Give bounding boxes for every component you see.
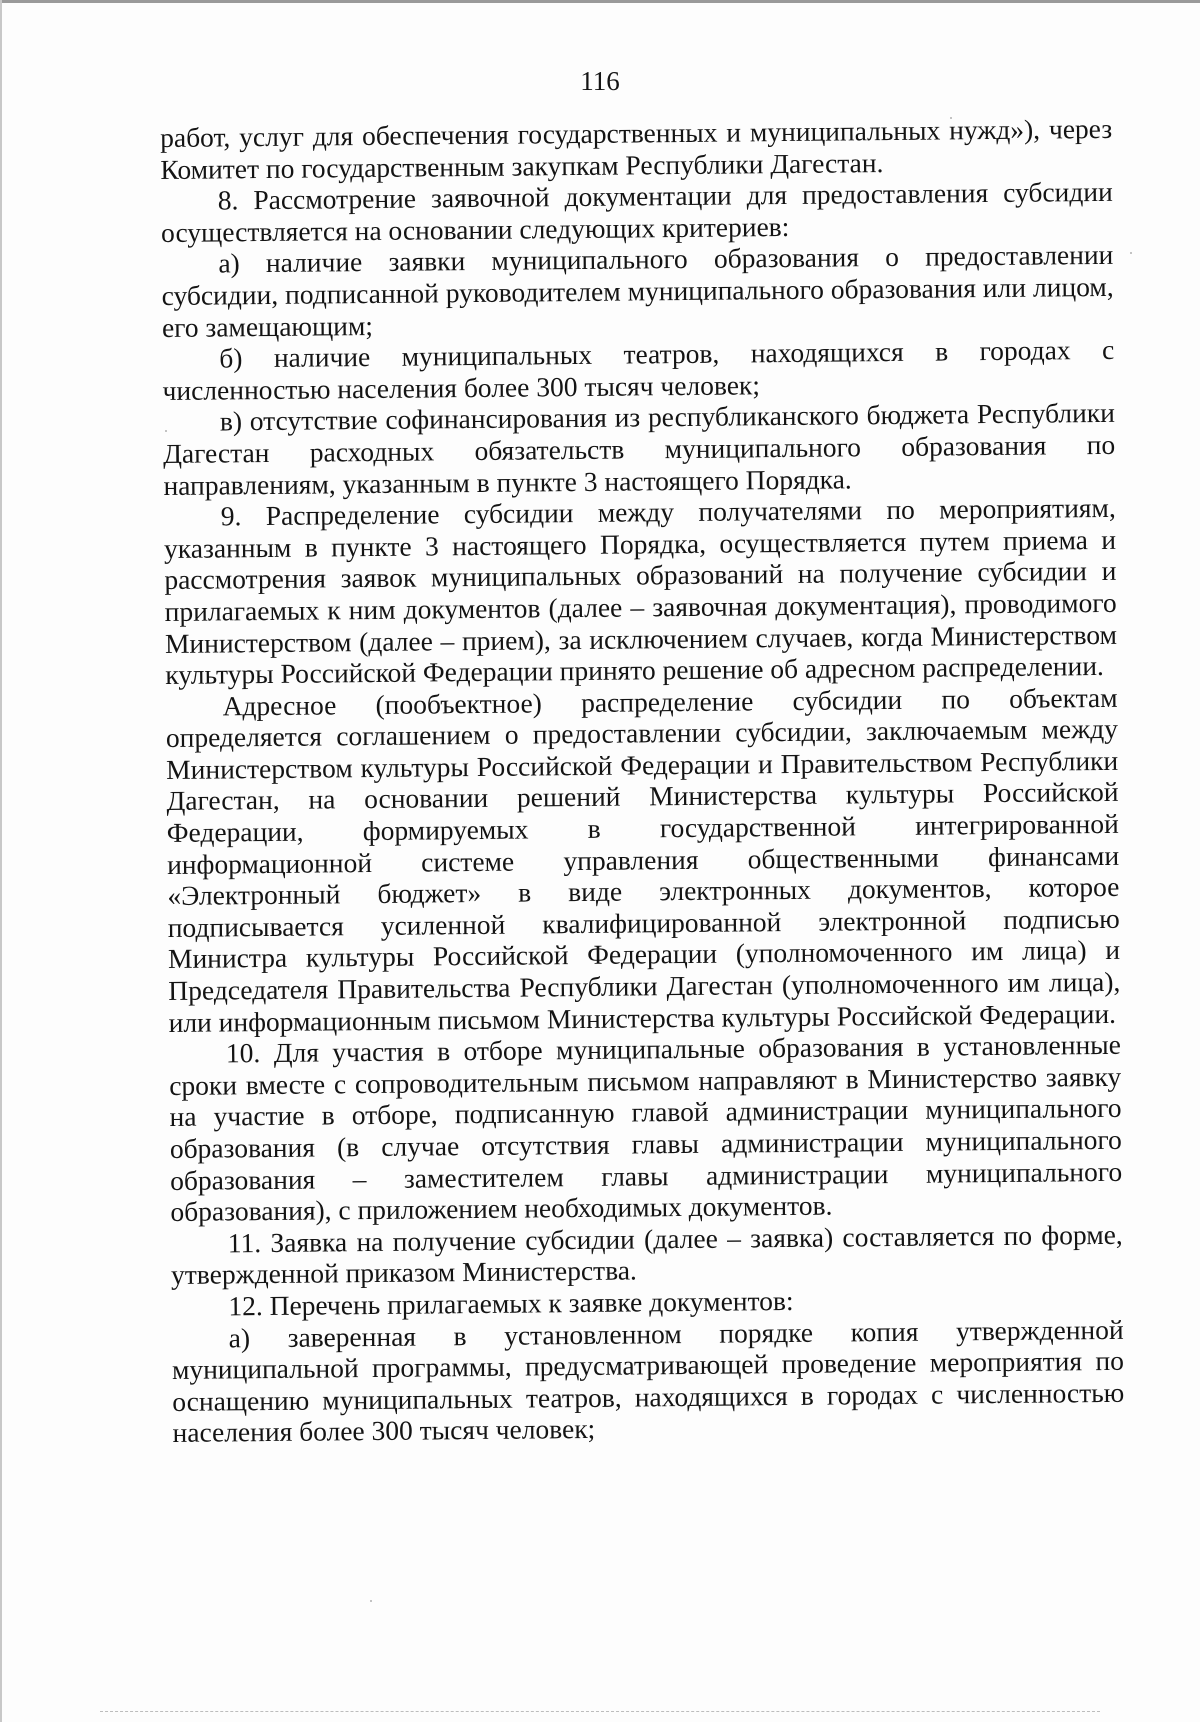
page-number: 116 — [580, 66, 620, 96]
paragraph: 8. Рассмотрение заявочной документации для предоставления субсидии осуществляется на основании следующих критериев: — [160, 176, 1113, 248]
paragraph: 10. Для участия в отборе муниципальные образования в установленные сроки вместе с сопроводительным письмом направляют в Министерство заявку на участие в отборе, подписанную главой администрации муниципального образования (в случае отсутствия главы администрации муниципального образования – заместителем главы администрации муниципального образования), с приложением необходимых документов. — [169, 1029, 1123, 1228]
paragraph: а) заверенная в установленном порядке копия утвержденной муниципальной программы, предусматривающей проведение мероприятия по оснащению муниципальных театров, находящихся в городах с численностью населения более 300 тысяч человек; — [171, 1313, 1125, 1449]
scan-edge-top — [0, 0, 1200, 3]
scan-speck — [1130, 252, 1132, 254]
document-body — [160, 113, 1125, 1449]
paragraph: б) наличие муниципальных театров, находящихся в городах с численностью населения более 300 тысяч человек; — [162, 334, 1115, 406]
paragraph: работ, услуг для обеспечения государственных и муниципальных нужд»), через Комитет по государственным закупкам Республики Дагестан. — [160, 112, 1113, 185]
paragraph: а) наличие заявки муниципального образования о предоставлении субсидии, подписанной руководителем муниципального образования или лицом, его замещающим; — [161, 239, 1114, 343]
paragraph: Адресное (пообъектное) распределение субсидии по объектам определяется соглашением о предоставлении субсидии, заключаемым между Министерством культуры Российской Федерации и Правительством Республики Дагестан, на основании решений Министерства культуры Российской Федерации, формируемых в государственной интегрированной информационной системе управления общественными финансами «Электронный бюджет» в виде электронных документов, которое подписывается усиленной квалифицированной электронной подписью Министра культуры Российской Федерации (уполномоченного им лица) и Председателя Правительства Республики Дагестан (уполномоченного им лица), или информационным письмом Министерства культуры Российской Федерации. — [165, 681, 1121, 1038]
paragraph: 12. Перечень прилагаемых к заявке документов: — [228, 1284, 794, 1322]
paragraph: 11. Заявка на получение субсидии (далее – заявка) составляется по форме, утвержденной приказом Министерства. — [170, 1218, 1123, 1291]
scan-edge-left — [0, 0, 2, 1722]
scan-edge-bottom — [100, 1711, 1100, 1713]
paragraph: в) отсутствие софинансирования из республиканского бюджета Республики Дагестан расходных обязательств муниципального образования по направлениям, указанным в пункте 3 настоящего Порядка. — [163, 397, 1116, 501]
scan-speck — [370, 1600, 372, 1602]
paragraph: 9. Распределение субсидии между получателями по мероприятиям, указанным в пункте 3 настоящего Порядка, осуществляется путем приема и рассмотрения заявок муниципальных образований на получение субсидии и прилагаемых к ним документов (далее – заявочная документация), проводимого Министерством (далее – прием), за исключением случаев, когда Министерством культуры Российской Федерации принято решение об адресном распределении. — [163, 491, 1118, 691]
